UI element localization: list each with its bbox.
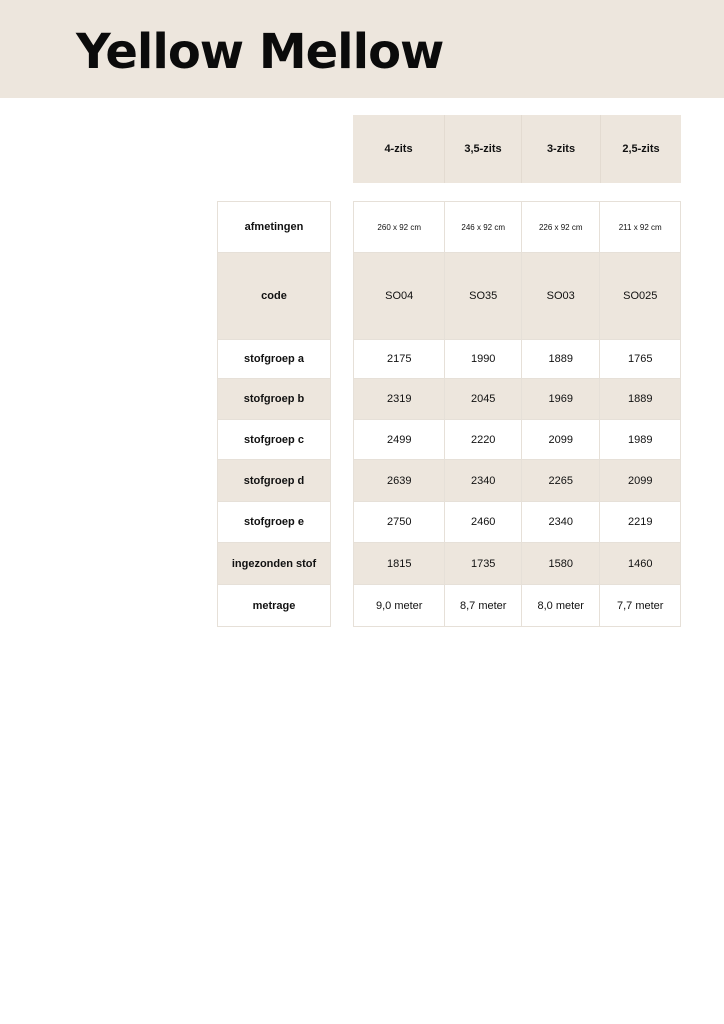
- label-row: [218, 502, 330, 543]
- table-cell: 1969: [522, 379, 601, 419]
- table-cell: 226 x 92 cm: [522, 202, 601, 252]
- table-cell: 2175: [354, 340, 445, 378]
- table-cell: 1989: [627, 433, 653, 446]
- table-cell: 2340: [522, 502, 601, 542]
- table-cell: 1580: [522, 543, 601, 584]
- table-row-ingezonden-stof: [354, 543, 680, 585]
- label-row: [218, 460, 330, 502]
- row-label-stofgroep-d: stofgroep d: [243, 474, 305, 487]
- table-cell: SO025: [623, 290, 658, 302]
- table-cell: 2499: [354, 420, 445, 459]
- row-labels-column: [217, 201, 331, 627]
- table-row-stofgroep-d: [354, 460, 680, 502]
- table-cell: 1889: [627, 393, 653, 405]
- table-row-code: [354, 253, 680, 340]
- size-header-2-5-zits: 2,5-zits: [622, 143, 660, 155]
- table-cell: 2265: [522, 460, 601, 501]
- table-cell: 1765: [627, 353, 653, 365]
- table-row-stofgroep-e: [354, 502, 680, 543]
- table-cell: 2220: [445, 420, 522, 459]
- table-cell: 9,0 meter: [354, 585, 445, 626]
- table-cell: 246 x 92 cm: [445, 202, 522, 252]
- size-header-4-zits: 4-zits: [353, 115, 445, 183]
- table-cell: 1735: [445, 543, 522, 584]
- table-row-stofgroep-b: [354, 379, 680, 420]
- table-cell: 1889: [522, 340, 601, 378]
- row-label-stofgroep-a: stofgroep a: [244, 353, 304, 365]
- table-cell: 211 x 92 cm: [618, 222, 662, 232]
- row-label-metrage: metrage: [252, 599, 296, 612]
- label-row: [218, 585, 330, 626]
- table-cell: 1460: [627, 557, 653, 570]
- label-row: [218, 340, 330, 379]
- row-label-stofgroep-e: stofgroep e: [244, 516, 304, 528]
- table-cell: SO03: [522, 253, 601, 339]
- table-cell: 2045: [445, 379, 522, 419]
- table-cell: 2340: [445, 460, 522, 501]
- row-label-afmetingen: afmetingen: [244, 221, 304, 233]
- label-row: [218, 253, 330, 340]
- size-header-3-5-zits: 3,5-zits: [445, 115, 522, 183]
- table-cell: 8,7 meter: [445, 585, 522, 626]
- table-cell: 2219: [627, 516, 653, 528]
- header-band: [0, 0, 724, 98]
- table-cell: 2099: [627, 474, 653, 487]
- table-row-stofgroep-c: [354, 420, 680, 460]
- row-label-code: code: [261, 290, 287, 302]
- label-row: [218, 543, 330, 585]
- table-cell: 2460: [445, 502, 522, 542]
- size-header-3-zits: 3-zits: [522, 115, 601, 183]
- sizes-header-row: [353, 115, 681, 183]
- table-cell: 2319: [354, 379, 445, 419]
- table-cell: 1815: [354, 543, 445, 584]
- table-cell: SO35: [445, 253, 522, 339]
- label-row: [218, 202, 330, 253]
- table-cell: 7,7 meter: [617, 599, 664, 612]
- table-cell: 2750: [354, 502, 445, 542]
- table-row-afmetingen: [354, 202, 680, 253]
- page-title: Yellow Mellow: [76, 24, 444, 80]
- table-cell: SO04: [354, 253, 445, 339]
- table-row-metrage: [354, 585, 680, 626]
- table-cell: 8,0 meter: [522, 585, 601, 626]
- table-cell: 2639: [354, 460, 445, 501]
- price-table: [353, 201, 681, 627]
- table-cell: 2099: [522, 420, 601, 459]
- row-label-stofgroep-c: stofgroep c: [244, 433, 304, 446]
- table-row-stofgroep-a: [354, 340, 680, 379]
- row-label-ingezonden-stof: ingezonden stof: [231, 557, 317, 570]
- label-row: [218, 420, 330, 460]
- table-cell: 1990: [445, 340, 522, 378]
- row-label-stofgroep-b: stofgroep b: [243, 393, 305, 405]
- table-cell: 260 x 92 cm: [354, 202, 445, 252]
- label-row: [218, 379, 330, 420]
